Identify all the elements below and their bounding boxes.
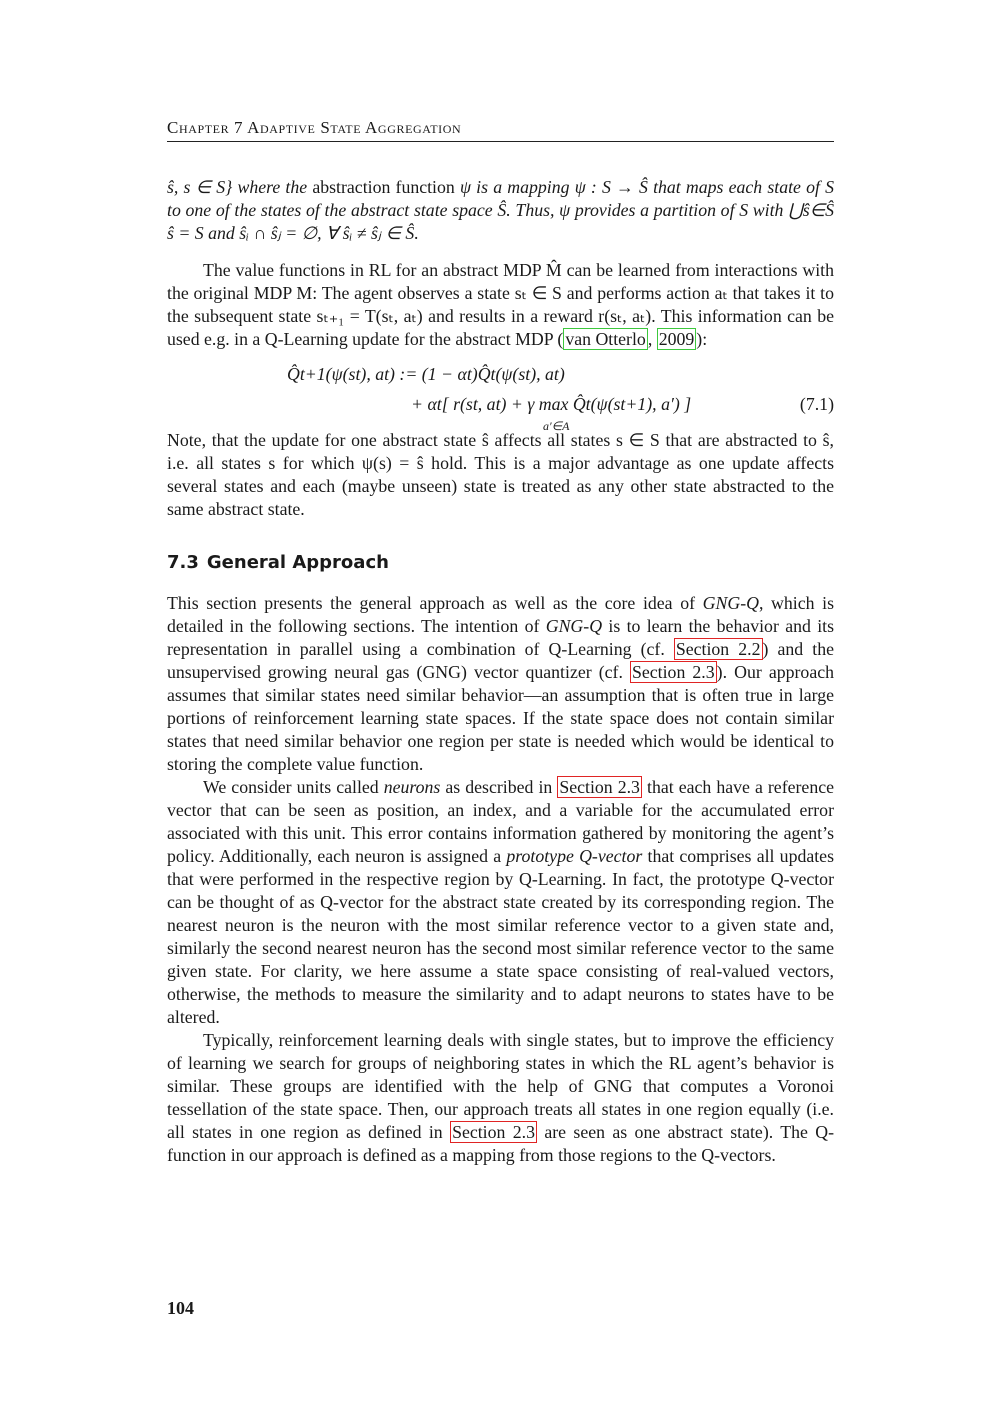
- equation-line-1: Q̂t+1(ψ(st), at) := (1 − αt)Q̂t(ψ(st), at): [287, 364, 565, 384]
- section-ref-link[interactable]: Section 2.3: [632, 662, 715, 682]
- text-span: ,: [647, 329, 657, 349]
- term-gng-q: GNG-Q: [545, 616, 603, 636]
- term-prototype-q-vector: prototype Q-vector: [506, 846, 643, 866]
- text-span: ) and the unsupervised growing neural gas (GNG) vector quantizer (cf.: [167, 639, 835, 682]
- citation-link-author[interactable]: van Otterlo: [565, 329, 646, 349]
- text-span: ). Our approach assumes that similar states need similar behavior—an assumption that is often true in large portions of reinforcement learning state spaces. If the state space does not contain similar states that need similar behavior one region per state is needed which would be identical to storing the complete value function.: [167, 662, 834, 774]
- equation-line-2: [411, 393, 692, 433]
- paragraph-update-note: Note, that the update for one abstract state ŝ affects all states s ∈ S that are abstracted to ŝ, i.e. all states s for which ψ(s) = ŝ hold. This is a major advantage as one update affects several states and each (maybe unseen) state is treated as any other state abstracted to the same abstract state.: [167, 430, 834, 519]
- section-number: 7.3: [167, 552, 199, 573]
- text-span: We consider units called: [203, 777, 384, 797]
- text-span: ψ is a mapping ψ : S → Ŝ that maps each state of S to one of the states of the abstract state space Ŝ. Thus, ψ provides a partition of S with ⋃ŝ∈Ŝ ŝ = S and ŝᵢ ∩ ŝⱼ = ∅, ∀ ŝᵢ ≠ ŝⱼ ∈ Ŝ.: [167, 177, 835, 243]
- paragraph-abstract-mdp: [167, 259, 834, 351]
- page-number: 104: [167, 1298, 194, 1318]
- text-span: ):: [696, 329, 708, 349]
- equation-7-1: [167, 359, 834, 433]
- section-heading: [167, 551, 834, 574]
- text-span: as described in: [440, 777, 558, 797]
- text-span: are seen as one abstract state). The Q-function in our approach is defined as a mapping from those regions to the Q-vectors.: [167, 1122, 834, 1165]
- section-ref-link[interactable]: Section 2.3: [559, 777, 640, 797]
- text-span: Typically, reinforcement learning deals with single states, but to improve the efficiency of learning we search for groups of neighboring states in which the RL agent’s behavior is similar. These groups are identified with the help of GNG that computes a Voronoi tessellation of the state space. Then, our approach treats all states in one region equally (i.e. all states in one region as defined in: [167, 1030, 834, 1142]
- definition-continuation: [167, 176, 834, 245]
- running-header: Chapter 7 Adaptive State Aggregation: [167, 118, 834, 142]
- paragraph-voronoi: [167, 1029, 834, 1167]
- main-text: [167, 176, 834, 1167]
- term-neurons: neurons: [383, 777, 441, 797]
- max-subscript: a′∈A: [543, 419, 570, 433]
- text-span: This section presents the general approach as well as the core idea of: [167, 593, 703, 613]
- text-span: that each have a reference vector that can be seen as position, an index, and a variable for the accumulated error associated with this unit. This error contains information gathered by monitoring the agent’s policy. Additionally, each neuron is assigned a: [167, 777, 834, 866]
- equation-line-2-text: + αt[ r(st, at) + γ max Q̂t(ψ(st+1), a′) ]: [411, 394, 692, 414]
- text-span: is to learn the behavior and its representation in parallel using a combination of Q-Learning (cf.: [167, 616, 835, 659]
- term-abstraction-function: abstraction function: [312, 177, 455, 197]
- section-ref-link[interactable]: Section 2.3: [452, 1122, 535, 1142]
- text-span: The value functions in RL for an abstract MDP M̂ can be learned from interactions with the original MDP M: The agent observes a state sₜ ∈ S and performs action aₜ that takes it to the subsequent state sₜ₊₁ = T(sₜ, aₜ) and results in a reward r(sₜ, aₜ). This information can be used e.g. in a Q-Learning update for the abstract MDP (: [167, 260, 834, 349]
- section-title: General Approach: [206, 552, 389, 573]
- paragraph-neurons: [167, 776, 834, 1029]
- section-ref-link[interactable]: Section 2.2: [675, 639, 761, 659]
- citation-link-year[interactable]: 2009: [658, 329, 695, 349]
- text-span: ŝ, s ∈ S} where the: [167, 177, 313, 197]
- term-gng-q: GNG-Q: [702, 593, 759, 613]
- paragraph-general-approach: [167, 592, 834, 776]
- text-span: that comprises all updates that were performed in the respective region by Q-Learning. In fact, the prototype Q-vector can be thought of as Q-vector for the abstract state created by its corresponding region. The nearest neuron is the neuron with the most similar reference vector to a given state and, similarly the second nearest neuron has the second most similar reference vector to the same given state. For clarity, we here assume a state space consisting of real-valued vectors, otherwise, the methods to measure the similarity and to adapt neurons to states have to be altered.: [167, 846, 834, 1027]
- text-span: , which is detailed in the following sections. The intention of: [167, 593, 834, 636]
- equation-number: (7.1): [799, 394, 834, 414]
